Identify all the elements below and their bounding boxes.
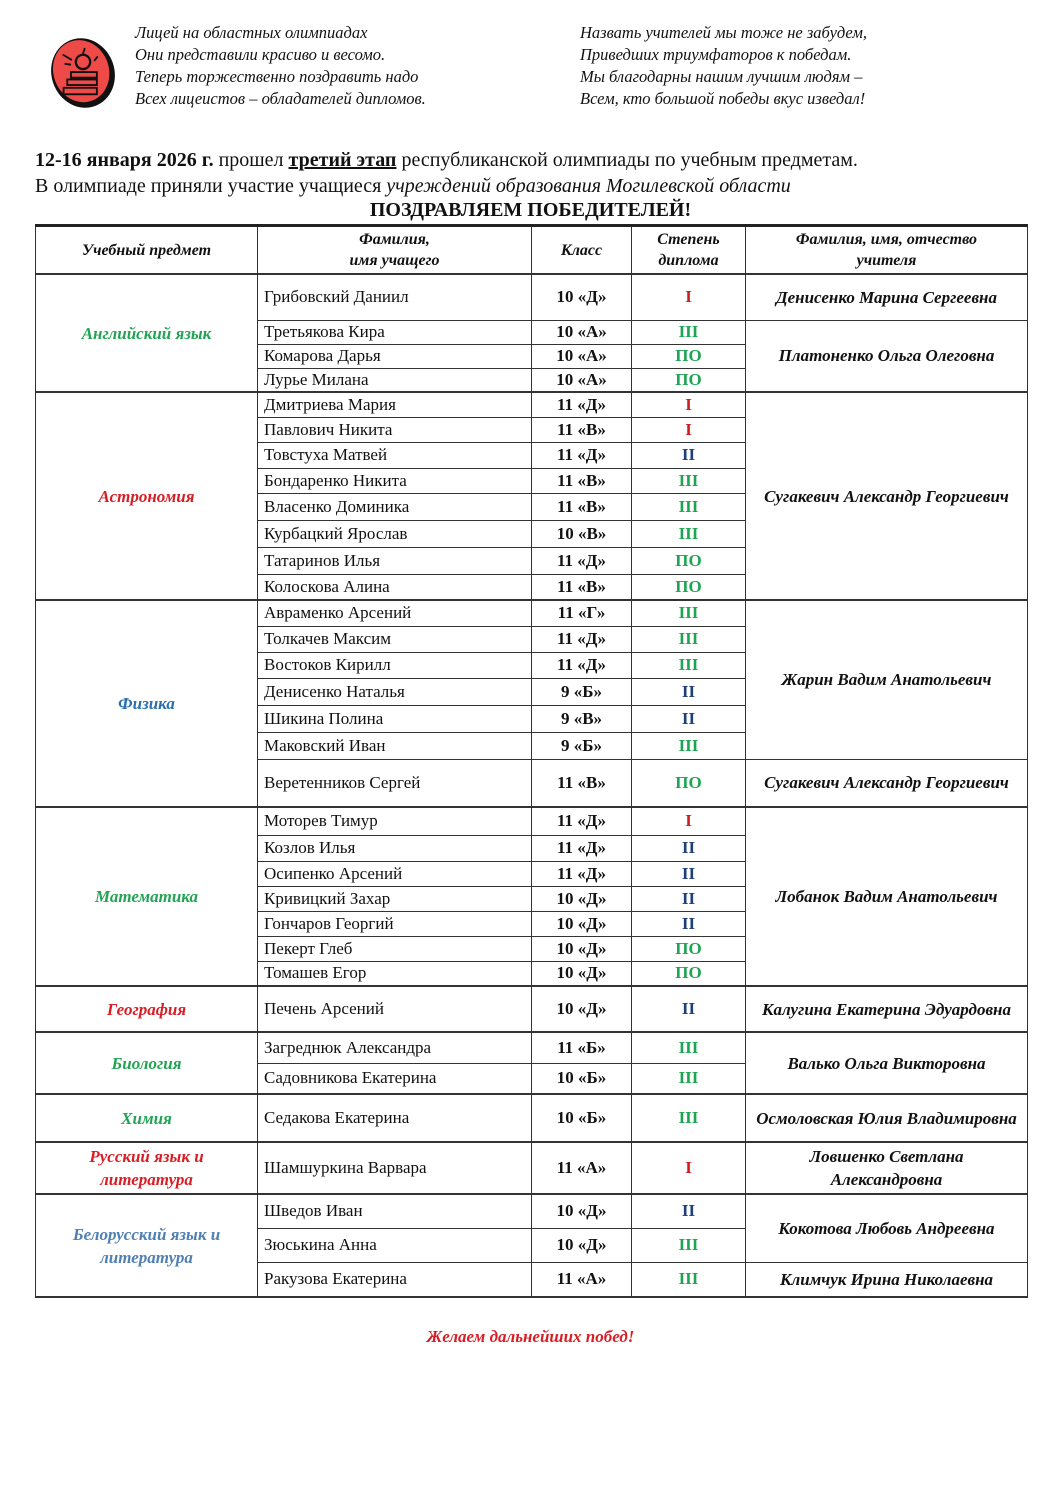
grade-cell: 11 «В»: [532, 759, 632, 807]
student-name: Пекерт Глеб: [258, 936, 532, 961]
teacher-name: Ловшенко Светлана Александровна: [746, 1142, 1028, 1194]
diploma-degree: ПО: [632, 574, 746, 600]
diploma-degree: ПО: [632, 936, 746, 961]
grade-cell: 11 «А»: [532, 1142, 632, 1194]
student-name: Павлович Никита: [258, 417, 532, 442]
student-name: Гончаров Георгий: [258, 911, 532, 936]
grade-cell: 9 «Б»: [532, 678, 632, 705]
subject-cell: Русский язык и литература: [36, 1142, 258, 1194]
table-row: [36, 1032, 1028, 1063]
student-name: Денисенко Наталья: [258, 678, 532, 705]
table-row: [36, 392, 1028, 417]
intro-text: прошел: [213, 149, 289, 171]
grade-cell: 10 «Д»: [532, 1194, 632, 1228]
event-date: 12-16 января 2026 г.: [35, 149, 214, 171]
grade-cell: 10 «Д»: [532, 886, 632, 911]
diploma-degree: III: [632, 1032, 746, 1063]
grade-cell: 10 «А»: [532, 320, 632, 344]
subject-group: [36, 807, 1028, 986]
grade-cell: 11 «В»: [532, 417, 632, 442]
region-text: учреждений образования Могилевской области: [386, 175, 791, 197]
diploma-degree: II: [632, 986, 746, 1032]
student-name: Колоскова Алина: [258, 574, 532, 600]
student-name: Шикина Полина: [258, 705, 532, 732]
poem-line: Приведших триумфаторов к победам.: [580, 45, 852, 64]
header-text: Фамилия,: [359, 231, 430, 248]
subject-cell: Биология: [36, 1032, 258, 1094]
grade-cell: 11 «Д»: [532, 392, 632, 417]
winners-table: [35, 224, 1028, 1298]
student-name: Грибовский Даниил: [258, 274, 532, 320]
teacher-name: Лобанок Вадим Анатольевич: [746, 807, 1028, 986]
grade-cell: 11 «В»: [532, 468, 632, 493]
student-name: Востоков Кирилл: [258, 652, 532, 678]
student-name: Моторев Тимур: [258, 807, 532, 835]
table-row: [36, 1194, 1028, 1228]
student-name: Томашев Егор: [258, 961, 532, 986]
diploma-degree: II: [632, 911, 746, 936]
header-subject: Учебный предмет: [36, 226, 258, 275]
grade-cell: 10 «Д»: [532, 936, 632, 961]
teacher-name: Жарин Вадим Анатольевич: [746, 600, 1028, 759]
grade-cell: 11 «А»: [532, 1262, 632, 1297]
grade-cell: 11 «Д»: [532, 652, 632, 678]
subject-cell: Математика: [36, 807, 258, 986]
diploma-degree: II: [632, 678, 746, 705]
subject-cell: Астрономия: [36, 392, 258, 600]
table-row: [36, 1142, 1028, 1194]
books-apple-icon: [46, 36, 120, 110]
student-name: Садовникова Екатерина: [258, 1063, 532, 1094]
student-name: Шведов Иван: [258, 1194, 532, 1228]
grade-cell: 9 «Б»: [532, 732, 632, 759]
diploma-degree: I: [632, 1142, 746, 1194]
grade-cell: 9 «В»: [532, 705, 632, 732]
grade-cell: 10 «Б»: [532, 1094, 632, 1142]
header-grade: Класс: [532, 226, 632, 275]
student-name: Зюськина Анна: [258, 1228, 532, 1262]
teacher-name: Сугакевич Александр Георгиевич: [746, 392, 1028, 600]
poem-line: Всех лицеистов – обладателей дипломов.: [135, 89, 426, 108]
subject-group: [36, 1094, 1028, 1142]
header-diploma: [632, 226, 746, 275]
student-name: Печень Арсений: [258, 986, 532, 1032]
diploma-degree: II: [632, 861, 746, 886]
poem-right: [580, 22, 867, 110]
student-name: Ракузова Екатерина: [258, 1262, 532, 1297]
student-name: Товстуха Матвей: [258, 442, 532, 468]
header-text: учителя: [856, 252, 917, 269]
subject-cell: География: [36, 986, 258, 1032]
grade-cell: 11 «Д»: [532, 626, 632, 652]
teacher-name: Осмоловская Юлия Владимировна: [746, 1094, 1028, 1142]
student-name: Дмитриева Мария: [258, 392, 532, 417]
grade-cell: 10 «В»: [532, 520, 632, 547]
stage-label: третий этап: [288, 149, 397, 171]
grade-cell: 10 «А»: [532, 368, 632, 392]
teacher-name: Валько Ольга Викторовна: [746, 1032, 1028, 1094]
congrats-heading: ПОЗДРАВЛЯЕМ ПОБЕДИТЕЛЕЙ!: [369, 199, 692, 221]
intro-line-2: [35, 173, 1035, 199]
poem-line: Мы благодарны нашим лучшим людям –: [580, 67, 863, 86]
intro-line-1: [35, 147, 1035, 173]
subject-group: [36, 1142, 1028, 1194]
grade-cell: 11 «Д»: [532, 807, 632, 835]
student-name: Загреднюк Александра: [258, 1032, 532, 1063]
grade-cell: 11 «Д»: [532, 442, 632, 468]
subject-group: [36, 1194, 1028, 1297]
closing-wish: Желаем дальнейших побед!: [426, 1327, 635, 1346]
grade-cell: 11 «Г»: [532, 600, 632, 626]
diploma-degree: II: [632, 886, 746, 911]
diploma-degree: III: [632, 320, 746, 344]
student-name: Шамшуркина Варвара: [258, 1142, 532, 1194]
header-text: Степень: [657, 231, 720, 248]
intro-text: В олимпиаде приняли участие учащиеся: [35, 175, 387, 197]
teacher-name: Кокотова Любовь Андреевна: [746, 1194, 1028, 1262]
diploma-degree: III: [632, 626, 746, 652]
subject-cell: Физика: [36, 600, 258, 807]
student-name: Толкачев Максим: [258, 626, 532, 652]
diploma-degree: I: [632, 274, 746, 320]
grade-cell: 10 «Б»: [532, 1063, 632, 1094]
intro-paragraph: [35, 147, 1035, 199]
diploma-degree: III: [632, 1063, 746, 1094]
diploma-degree: ПО: [632, 368, 746, 392]
header-text: диплома: [658, 252, 719, 269]
grade-cell: 11 «В»: [532, 493, 632, 520]
table-header-row: [36, 226, 1028, 275]
subject-group: [36, 1032, 1028, 1094]
intro-text: республиканской олимпиады по учебным предметам.: [396, 149, 858, 171]
grade-cell: 11 «Д»: [532, 861, 632, 886]
table-row: [36, 600, 1028, 626]
diploma-degree: III: [632, 732, 746, 759]
student-name: Татаринов Илья: [258, 547, 532, 574]
diploma-degree: ПО: [632, 547, 746, 574]
grade-cell: 10 «Д»: [532, 986, 632, 1032]
poem-left: [135, 22, 426, 110]
diploma-degree: ПО: [632, 961, 746, 986]
student-name: Авраменко Арсений: [258, 600, 532, 626]
teacher-name: Платоненко Ольга Олеговна: [746, 320, 1028, 392]
poem-line: Всем, кто большой победы вкус изведал!: [580, 89, 866, 108]
diploma-degree: III: [632, 493, 746, 520]
student-name: Веретенников Сергей: [258, 759, 532, 807]
grade-cell: 11 «Д»: [532, 835, 632, 861]
table-row: [36, 807, 1028, 835]
diploma-degree: III: [632, 1094, 746, 1142]
student-name: Власенко Доминика: [258, 493, 532, 520]
subject-cell: Английский язык: [36, 274, 258, 392]
diploma-degree: III: [632, 520, 746, 547]
poem-line: Лицей на областных олимпиадах: [135, 23, 368, 42]
diploma-degree: III: [632, 600, 746, 626]
grade-cell: 10 «Д»: [532, 274, 632, 320]
header-teacher: [746, 226, 1028, 275]
teacher-name: Сугакевич Александр Георгиевич: [746, 759, 1028, 807]
diploma-degree: I: [632, 392, 746, 417]
diploma-degree: III: [632, 1228, 746, 1262]
table-row: [36, 986, 1028, 1032]
student-name: Комарова Дарья: [258, 344, 532, 368]
diploma-degree: ПО: [632, 759, 746, 807]
diploma-degree: ПО: [632, 344, 746, 368]
diploma-degree: II: [632, 705, 746, 732]
subject-cell: Белорусский язык и литература: [36, 1194, 258, 1297]
header-text: Фамилия, имя, отчество: [795, 231, 978, 248]
grade-cell: 10 «А»: [532, 344, 632, 368]
grade-cell: 10 «Д»: [532, 1228, 632, 1262]
student-name: Курбацкий Ярослав: [258, 520, 532, 547]
teacher-name: Калугина Екатерина Эдуардовна: [746, 986, 1028, 1032]
diploma-degree: II: [632, 835, 746, 861]
student-name: Маковский Иван: [258, 732, 532, 759]
grade-cell: 11 «Б»: [532, 1032, 632, 1063]
header-text: имя учащего: [349, 252, 440, 269]
diploma-degree: III: [632, 1262, 746, 1297]
subject-group: [36, 392, 1028, 600]
subject-cell: Химия: [36, 1094, 258, 1142]
poem-line: Назвать учителей мы тоже не забудем,: [580, 23, 867, 42]
teacher-name: Климчук Ирина Николаевна: [746, 1262, 1028, 1297]
grade-cell: 10 «Д»: [532, 911, 632, 936]
subject-group: [36, 274, 1028, 392]
subject-group: [36, 986, 1028, 1032]
teacher-name: Денисенко Марина Сергеевна: [746, 274, 1028, 320]
grade-cell: 11 «Д»: [532, 547, 632, 574]
student-name: Осипенко Арсений: [258, 861, 532, 886]
poem-line: Они представили красиво и весомо.: [135, 45, 386, 64]
diploma-degree: III: [632, 468, 746, 493]
student-name: Седакова Екатерина: [258, 1094, 532, 1142]
diploma-degree: III: [632, 652, 746, 678]
student-name: Бондаренко Никита: [258, 468, 532, 493]
student-name: Третьякова Кира: [258, 320, 532, 344]
diploma-degree: II: [632, 1194, 746, 1228]
diploma-degree: I: [632, 417, 746, 442]
table-row: [36, 274, 1028, 320]
subject-group: [36, 600, 1028, 807]
grade-cell: 11 «В»: [532, 574, 632, 600]
poem-line: Теперь торжественно поздравить надо: [135, 67, 419, 86]
diploma-degree: II: [632, 442, 746, 468]
grade-cell: 10 «Д»: [532, 961, 632, 986]
diploma-degree: I: [632, 807, 746, 835]
student-name: Кривицкий Захар: [258, 886, 532, 911]
student-name: Козлов Илья: [258, 835, 532, 861]
table-row: [36, 1094, 1028, 1142]
header-student: [258, 226, 532, 275]
student-name: Лурье Милана: [258, 368, 532, 392]
